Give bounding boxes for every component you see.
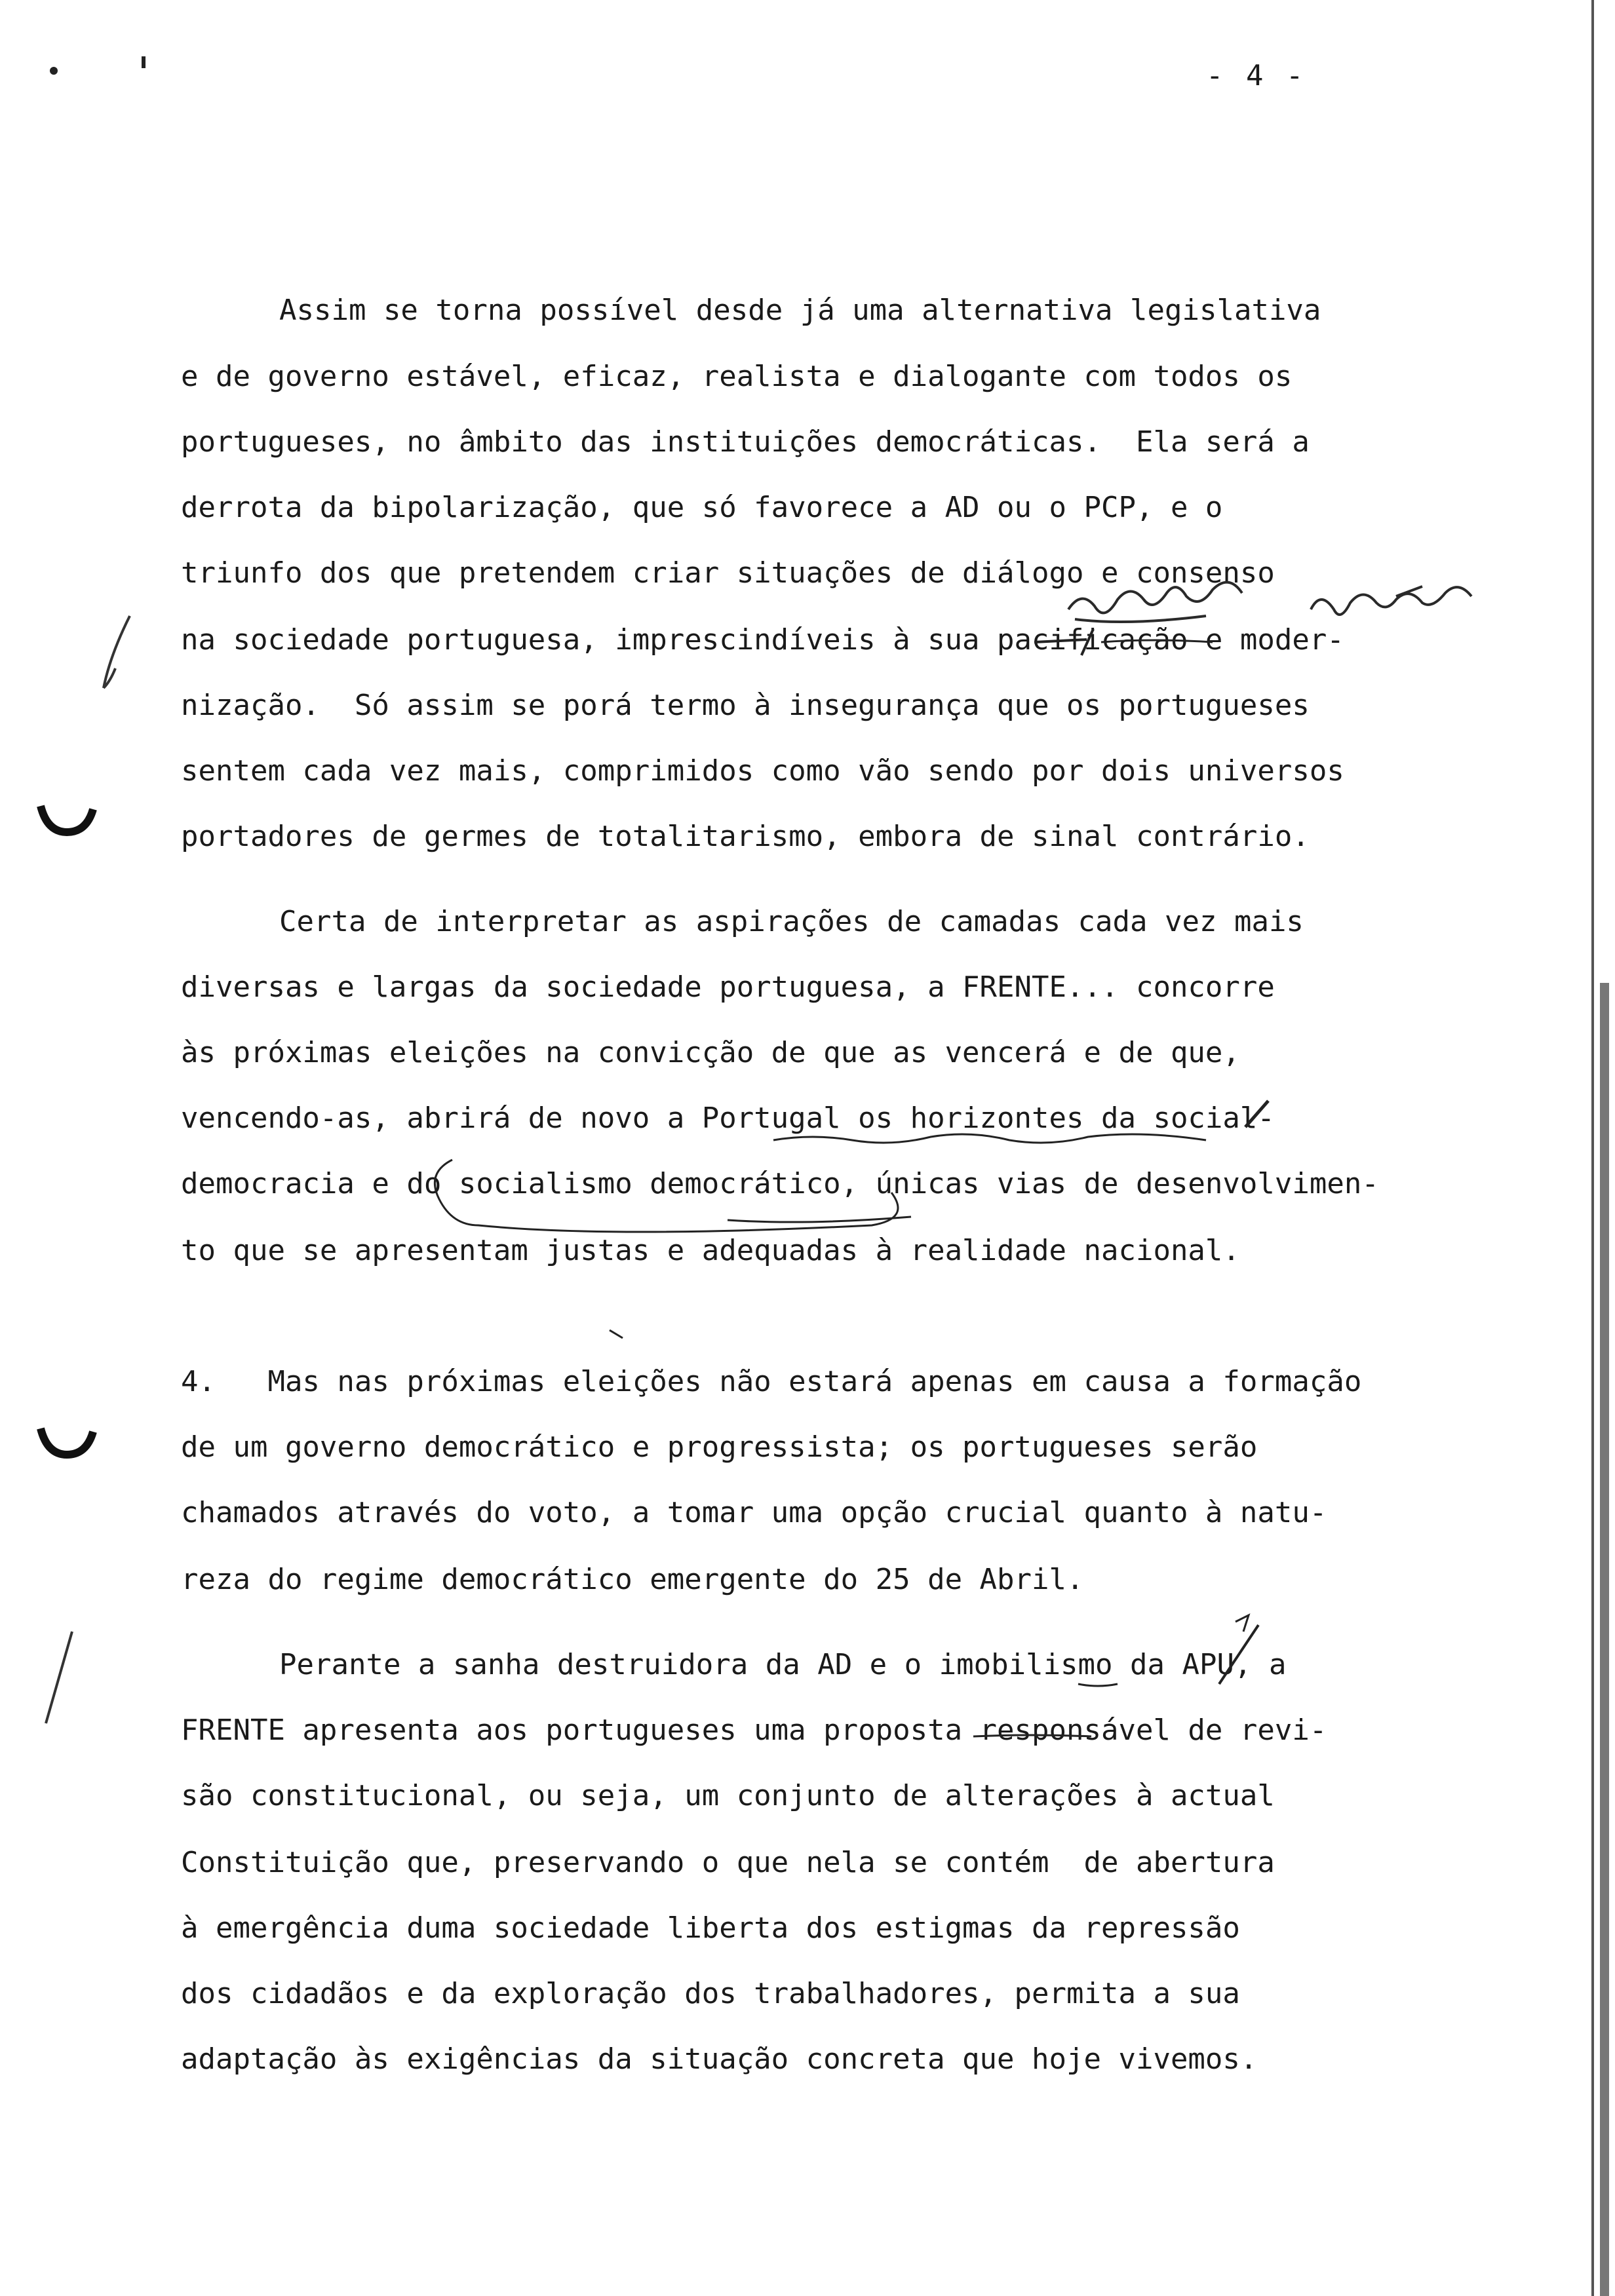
margin-mark xyxy=(41,1428,93,1455)
handwritten-note xyxy=(1236,1615,1249,1632)
wavy-underline xyxy=(773,1134,1206,1143)
stray-dot xyxy=(50,67,58,75)
handwritten-note xyxy=(1311,586,1471,615)
text-line: Certa de interpretar as aspirações de camadas cada vez mais xyxy=(279,905,1304,938)
text-line: portugueses, no âmbito das instituições democráticas. Ela será a xyxy=(181,425,1310,459)
text-line: na sociedade portuguesa, imprescindíveis à sua pacificação e moder- xyxy=(181,623,1344,657)
margin-mark xyxy=(41,806,93,832)
text-line: sentem cada vez mais, comprimidos como vão sendo por dois universos xyxy=(181,754,1344,788)
page-number: - 4 - xyxy=(1206,59,1306,92)
text-line: Constituição que, preservando o que nela se contém de abertura xyxy=(181,1846,1275,1879)
text-line: reza do regime democrático emergente do 25 de Abril. xyxy=(181,1563,1084,1596)
margin-mark xyxy=(46,1632,72,1723)
text-line: são constitucional, ou seja, um conjunto de alterações à actual xyxy=(181,1779,1275,1812)
stray-mark xyxy=(610,1330,623,1338)
underline-mark xyxy=(728,1217,911,1222)
text-line: nização. Só assim se porá termo à insegurança que os portugueses xyxy=(181,689,1310,722)
text-line: à emergência duma sociedade liberta dos estigmas da repressão xyxy=(181,1911,1240,1945)
text-line: portadores de germes de totalitarismo, embora de sinal contrário. xyxy=(181,820,1310,853)
text-line: to que se apresentam justas e adequadas à realidade nacional. xyxy=(181,1234,1240,1267)
text-line: FRENTE apresenta aos portugueses uma proposta responsável de revi- xyxy=(181,1713,1327,1747)
stray-mark xyxy=(142,56,146,68)
text-line: de um governo democrático e progressista; os portugueses serão xyxy=(181,1430,1258,1464)
margin-mark xyxy=(104,616,130,688)
text-line: diversas e largas da sociedade portuguesa, a FRENTE... concorre xyxy=(181,970,1275,1004)
text-line: dos cidadãos e da exploração dos trabalhadores, permita a sua xyxy=(181,1977,1240,2010)
underline-mark xyxy=(1078,1684,1118,1686)
text-line: chamados através do voto, a tomar uma opção crucial quanto à natu- xyxy=(181,1496,1327,1529)
text-line: adaptação às exigências da situação concreta que hoje vivemos. xyxy=(181,2042,1258,2076)
text-line: vencendo-as, abrirá de novo a Portugal os horizontes da social- xyxy=(181,1101,1275,1135)
text-line: Assim se torna possível desde já uma alternativa legislativa xyxy=(279,294,1321,327)
text-line: triunfo dos que pretendem criar situações de diálogo e consenso xyxy=(181,556,1275,590)
text-line: 4. Mas nas próximas eleições não estará apenas em causa a formação xyxy=(181,1365,1362,1398)
text-line: e de governo estável, eficaz, realista e dialogante com todos os xyxy=(181,360,1293,393)
text-line: derrota da bipolarização, que só favorece a AD ou o PCP, e o xyxy=(181,491,1223,524)
text-line: democracia e do socialismo democrático, únicas vias de desenvolvimen- xyxy=(181,1167,1379,1200)
text-line: às próximas eleições na convicção de que as vencerá e de que, xyxy=(181,1036,1240,1069)
text-line: Perante a sanha destruidora da AD e o imobilismo da APU, a xyxy=(279,1648,1287,1681)
